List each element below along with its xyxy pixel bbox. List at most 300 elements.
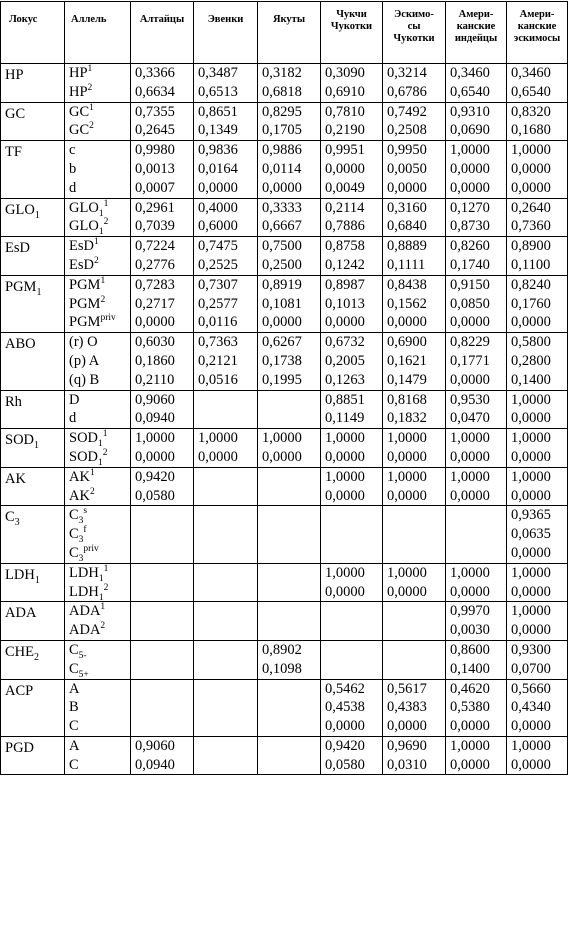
allele-superscript: priv xyxy=(100,313,116,324)
frequency-value xyxy=(135,660,193,679)
allele-name: GC xyxy=(69,122,90,139)
frequency-value xyxy=(198,737,257,756)
table-row xyxy=(1,275,568,332)
frequency-value: 0,1621 xyxy=(387,352,427,369)
frequency-value xyxy=(135,583,193,602)
frequency-value xyxy=(135,602,193,621)
frequency-value: 0,1860 xyxy=(135,352,175,369)
locus-name: ABO xyxy=(5,336,36,353)
value-cell-altaians xyxy=(131,429,194,468)
frequency-value: 1,0000 xyxy=(198,430,238,447)
frequency-value: 0,8900 xyxy=(511,238,551,255)
frequency-value: 0,3460 xyxy=(511,65,551,81)
value-cell-altaians xyxy=(131,390,194,429)
value-cell-yakuts xyxy=(258,237,321,276)
frequency-value: 0,6030 xyxy=(135,334,175,351)
table-row xyxy=(1,563,568,602)
frequency-value: 0,1740 xyxy=(450,256,490,273)
frequency-value: 0,5462 xyxy=(325,680,365,697)
value-cell-american-eskimos xyxy=(507,429,568,468)
allele-name: C xyxy=(69,756,79,773)
value-cell-american-indians xyxy=(446,237,507,276)
frequency-value: 0,0000 xyxy=(387,314,427,331)
allele-subscript: 1 xyxy=(98,457,103,468)
allele-cell xyxy=(65,429,131,468)
allele-cell xyxy=(65,390,131,429)
frequency-value xyxy=(135,564,193,583)
frequency-value xyxy=(198,506,257,525)
frequency-value: 0,2121 xyxy=(198,352,238,369)
allele-superscript: 1 xyxy=(102,429,108,440)
frequency-value xyxy=(198,583,257,602)
value-cell-chukchi xyxy=(321,506,383,563)
frequency-value: 1,0000 xyxy=(262,430,302,447)
frequency-value: 0,0000 xyxy=(511,160,551,177)
frequency-value: 0,5800 xyxy=(511,334,551,351)
allele-line xyxy=(69,506,130,525)
frequency-value: 0,8600 xyxy=(450,641,490,658)
frequency-value: 0,0000 xyxy=(450,314,490,331)
allele-name: ADA xyxy=(69,603,101,620)
value-cell-altaians xyxy=(131,198,194,237)
allele-superscript: 2 xyxy=(100,621,106,632)
frequency-value: 0,0000 xyxy=(135,448,175,465)
value-cell-evenks xyxy=(194,141,258,198)
header-line: индейцы xyxy=(454,33,498,44)
frequency-value: 0,6910 xyxy=(325,83,365,100)
allele-subscript: 1 xyxy=(98,592,104,602)
allele-line xyxy=(69,680,130,699)
frequency-value: 0,0000 xyxy=(325,314,365,331)
allele-subscript: 5- xyxy=(78,650,87,661)
frequency-value xyxy=(262,717,320,736)
frequency-value: 0,0000 xyxy=(325,160,365,177)
value-cell-chukchi xyxy=(321,102,383,141)
allele-cell xyxy=(65,467,131,506)
allele-superscript: f xyxy=(83,525,87,536)
frequency-value: 0,0116 xyxy=(198,314,238,331)
allele-line xyxy=(69,256,130,275)
frequency-value: 0,6786 xyxy=(387,83,427,100)
frequency-value: 0,2525 xyxy=(198,256,238,273)
frequency-value: 0,0000 xyxy=(511,314,551,331)
frequency-value: 0,0580 xyxy=(135,487,175,504)
frequency-value xyxy=(262,468,320,487)
frequency-value: 0,0013 xyxy=(135,160,175,177)
locus-cell xyxy=(1,390,65,429)
locus-cell xyxy=(1,679,65,736)
frequency-value: 0,6513 xyxy=(198,83,238,100)
header-locus xyxy=(1,2,65,64)
value-cell-altaians xyxy=(131,736,194,775)
frequency-value: 0,8987 xyxy=(325,276,365,293)
frequency-value: 0,9980 xyxy=(135,142,175,159)
frequency-value: 0,1738 xyxy=(262,352,302,369)
frequency-value: 1,0000 xyxy=(511,603,551,620)
frequency-value xyxy=(262,391,320,410)
frequency-value: 0,4340 xyxy=(511,699,551,716)
frequency-value: 0,1705 xyxy=(262,122,302,139)
frequency-value: 0,0000 xyxy=(450,448,490,465)
allele-name: c xyxy=(69,142,76,159)
allele-cell xyxy=(65,237,131,276)
locus-cell xyxy=(1,102,65,141)
locus-name: Rh xyxy=(5,393,22,410)
allele-superscript: priv xyxy=(83,544,99,555)
frequency-value: 0,0000 xyxy=(325,448,365,465)
frequency-value: 0,2508 xyxy=(387,122,427,139)
frequency-value: 0,1349 xyxy=(198,122,238,139)
allele-name: GLO xyxy=(69,218,99,235)
value-cell-eskimos-chukotka xyxy=(383,275,446,332)
frequency-value: 0,9970 xyxy=(450,603,490,620)
allele-name: (q) B xyxy=(69,371,100,388)
frequency-value: 0,7492 xyxy=(387,103,427,120)
value-cell-american-eskimos xyxy=(507,390,568,429)
frequency-value xyxy=(325,621,382,640)
locus-subscript: 2 xyxy=(34,651,39,663)
allele-name: PGM xyxy=(69,276,101,293)
frequency-value: 0,0000 xyxy=(511,756,551,773)
frequency-value: 0,0700 xyxy=(511,660,551,677)
allele-line xyxy=(69,544,130,563)
allele-line xyxy=(69,276,130,295)
table-row xyxy=(1,64,568,103)
frequency-value: 0,0000 xyxy=(511,179,551,196)
table-row xyxy=(1,198,568,237)
value-cell-american-indians xyxy=(446,602,507,641)
value-cell-evenks xyxy=(194,563,258,602)
value-cell-altaians xyxy=(131,333,194,390)
value-cell-american-eskimos xyxy=(507,563,568,602)
value-cell-altaians xyxy=(131,640,194,679)
allele-name: ADA xyxy=(69,622,101,639)
allele-superscript: 1 xyxy=(93,237,99,248)
locus-name: CHE xyxy=(5,643,34,660)
value-cell-yakuts xyxy=(258,333,321,390)
allele-line xyxy=(69,525,130,544)
frequency-value xyxy=(135,506,193,525)
frequency-value: 0,0000 xyxy=(511,622,551,639)
frequency-value: 0,0000 xyxy=(450,160,490,177)
allele-cell xyxy=(65,563,131,602)
allele-superscript: 2 xyxy=(89,486,95,497)
frequency-value: 0,3090 xyxy=(325,65,365,81)
frequency-value: 1,0000 xyxy=(325,430,365,447)
frequency-value xyxy=(325,544,382,563)
frequency-value: 0,0050 xyxy=(387,160,427,177)
allele-name: HP xyxy=(69,83,88,100)
frequency-value: 0,2640 xyxy=(511,199,551,216)
frequency-value: 0,7886 xyxy=(325,218,365,235)
frequency-value: 0,0310 xyxy=(387,756,427,773)
allele-line xyxy=(69,756,130,775)
frequency-value: 0,0007 xyxy=(135,179,175,196)
table-row xyxy=(1,102,568,141)
frequency-value: 0,9420 xyxy=(325,737,365,754)
frequency-value: 0,1760 xyxy=(511,295,551,312)
frequency-value: 0,8889 xyxy=(387,238,427,255)
frequency-value xyxy=(262,564,320,583)
frequency-value: 0,0164 xyxy=(198,160,238,177)
allele-name: EsD xyxy=(69,238,94,255)
header-line: Эскимо- xyxy=(394,9,434,20)
frequency-value: 0,0000 xyxy=(511,487,551,504)
locus-name: EsD xyxy=(5,240,30,257)
frequency-value: 0,0000 xyxy=(450,179,490,196)
header-allele xyxy=(65,2,131,64)
allele-name: HP xyxy=(69,65,88,81)
table-row xyxy=(1,679,568,736)
allele-line xyxy=(69,660,130,679)
value-cell-american-indians xyxy=(446,563,507,602)
locus-cell xyxy=(1,506,65,563)
table-row xyxy=(1,506,568,563)
frequency-value xyxy=(198,391,257,410)
locus-name: ACP xyxy=(5,682,34,699)
frequency-value: 0,0000 xyxy=(450,487,490,504)
frequency-value: 1,0000 xyxy=(511,391,551,408)
frequency-value xyxy=(198,660,257,679)
frequency-value: 0,8320 xyxy=(511,103,551,120)
frequency-value xyxy=(450,506,506,525)
table-body xyxy=(1,64,568,775)
frequency-value: 0,2005 xyxy=(325,352,365,369)
table-row xyxy=(1,237,568,276)
frequency-value: 0,8168 xyxy=(387,391,427,408)
allele-line xyxy=(69,179,130,198)
locus-subscript: 1 xyxy=(34,440,40,452)
allele-superscript: 2 xyxy=(89,121,94,132)
allele-line xyxy=(69,468,130,487)
frequency-value: 0,8651 xyxy=(198,103,238,120)
value-cell-eskimos-chukotka xyxy=(383,602,446,641)
header-line: Локус xyxy=(9,14,38,25)
value-cell-evenks xyxy=(194,679,258,736)
frequency-value: 0,1149 xyxy=(325,410,365,427)
frequency-value: 0,0000 xyxy=(325,487,365,504)
allele-line xyxy=(69,352,130,371)
frequency-value: 0,3460 xyxy=(450,65,490,81)
frequency-value: 0,6540 xyxy=(511,83,551,100)
frequency-value: 0,9886 xyxy=(262,142,302,159)
value-cell-american-eskimos xyxy=(507,275,568,332)
value-cell-american-indians xyxy=(446,333,507,390)
value-cell-eskimos-chukotka xyxy=(383,736,446,775)
frequency-value: 0,0635 xyxy=(511,526,551,543)
value-cell-chukchi xyxy=(321,390,383,429)
value-cell-chukchi xyxy=(321,429,383,468)
allele-line xyxy=(69,141,130,160)
frequency-value: 0,1263 xyxy=(325,371,365,388)
locus-name: ADA xyxy=(5,605,37,622)
frequency-value: 0,0000 xyxy=(387,448,427,465)
frequency-value: 0,2800 xyxy=(511,352,551,369)
frequency-value: 0,0000 xyxy=(450,718,490,735)
allele-line xyxy=(69,199,130,218)
value-cell-evenks xyxy=(194,198,258,237)
locus-cell xyxy=(1,198,65,237)
frequency-value xyxy=(262,680,320,699)
frequency-value: 0,6818 xyxy=(262,83,302,100)
value-cell-american-indians xyxy=(446,141,507,198)
frequency-value: 0,0580 xyxy=(325,756,365,773)
frequency-value xyxy=(198,717,257,736)
frequency-value: 1,0000 xyxy=(511,430,551,447)
frequency-value xyxy=(198,641,257,660)
allele-name: EsD xyxy=(69,256,94,273)
frequency-value: 0,7307 xyxy=(198,276,238,293)
allele-line xyxy=(69,103,130,122)
value-cell-chukchi xyxy=(321,198,383,237)
allele-cell xyxy=(65,141,131,198)
frequency-value xyxy=(387,602,445,621)
locus-subscript: 3 xyxy=(14,517,20,529)
header-line: Амери- xyxy=(519,9,555,20)
allele-line xyxy=(69,602,130,621)
frequency-value: 0,1562 xyxy=(387,295,427,312)
header-chukchi xyxy=(321,2,383,64)
allele-line xyxy=(69,391,130,410)
frequency-value: 0,7355 xyxy=(135,103,175,120)
allele-line xyxy=(69,160,130,179)
value-cell-altaians xyxy=(131,141,194,198)
value-cell-eskimos-chukotka xyxy=(383,198,446,237)
frequency-value xyxy=(135,680,193,699)
allele-line xyxy=(69,83,130,102)
frequency-value xyxy=(135,544,193,563)
frequency-value xyxy=(450,544,506,563)
allele-superscript: s xyxy=(83,506,88,517)
frequency-value: 0,9420 xyxy=(135,468,175,485)
frequency-value: 0,0000 xyxy=(387,718,427,735)
value-cell-evenks xyxy=(194,102,258,141)
value-cell-chukchi xyxy=(321,275,383,332)
frequency-value: 0,1098 xyxy=(262,660,302,677)
allele-name: C xyxy=(69,641,79,658)
locus-cell xyxy=(1,429,65,468)
locus-cell xyxy=(1,563,65,602)
frequency-value: 0,0000 xyxy=(387,583,427,600)
value-cell-eskimos-chukotka xyxy=(383,102,446,141)
frequency-value: 0,1100 xyxy=(511,256,551,273)
frequency-value: 0,0000 xyxy=(511,448,551,465)
value-cell-yakuts xyxy=(258,467,321,506)
frequency-value: 0,6000 xyxy=(198,218,238,235)
frequency-value xyxy=(135,621,193,640)
frequency-value xyxy=(198,487,257,506)
frequency-value: 1,0000 xyxy=(325,564,365,581)
allele-line xyxy=(69,448,130,467)
value-cell-chukchi xyxy=(321,333,383,390)
table-row xyxy=(1,390,568,429)
frequency-value xyxy=(325,602,382,621)
allele-name: LDH xyxy=(69,564,99,581)
value-cell-eskimos-chukotka xyxy=(383,237,446,276)
allele-name: LDH xyxy=(69,583,99,600)
value-cell-eskimos-chukotka xyxy=(383,390,446,429)
allele-name: A xyxy=(69,680,80,697)
frequency-value: 0,8730 xyxy=(450,218,490,235)
locus-name: TF xyxy=(5,144,22,161)
frequency-value: 0,7283 xyxy=(135,276,175,293)
frequency-value: 0,1479 xyxy=(387,371,427,388)
frequency-value: 0,8295 xyxy=(262,103,302,120)
frequency-value: 0,2961 xyxy=(135,199,175,216)
frequency-value xyxy=(387,621,445,640)
value-cell-evenks xyxy=(194,390,258,429)
frequency-value: 0,1013 xyxy=(325,295,365,312)
frequency-value xyxy=(262,583,320,602)
frequency-value: 0,3333 xyxy=(262,199,302,216)
frequency-value: 0,2110 xyxy=(135,371,175,388)
frequency-value: 0,5660 xyxy=(511,680,551,697)
frequency-value: 0,0000 xyxy=(511,583,551,600)
header-line: Якуты xyxy=(272,14,306,25)
value-cell-american-eskimos xyxy=(507,237,568,276)
value-cell-american-indians xyxy=(446,429,507,468)
frequency-value: 0,1995 xyxy=(262,371,302,388)
allele-superscript: 1 xyxy=(103,563,109,574)
allele-cell xyxy=(65,64,131,103)
allele-line xyxy=(69,564,130,583)
frequency-value: 0,0000 xyxy=(450,756,490,773)
allele-name: A xyxy=(69,737,80,754)
frequency-value: 0,0000 xyxy=(135,314,175,331)
value-cell-yakuts xyxy=(258,275,321,332)
allele-line xyxy=(69,333,130,352)
allele-cell xyxy=(65,736,131,775)
value-cell-eskimos-chukotka xyxy=(383,429,446,468)
allele-cell xyxy=(65,640,131,679)
allele-name: d xyxy=(69,179,77,196)
frequency-value: 0,9300 xyxy=(511,641,551,658)
frequency-value xyxy=(198,564,257,583)
table-row xyxy=(1,640,568,679)
frequency-value: 0,0049 xyxy=(325,179,365,196)
frequency-value: 0,0114 xyxy=(262,160,302,177)
allele-superscript: 1 xyxy=(100,602,106,613)
frequency-value: 0,6667 xyxy=(262,218,302,235)
frequency-value: 0,1270 xyxy=(450,199,490,216)
frequency-value: 0,1111 xyxy=(387,256,426,273)
value-cell-altaians xyxy=(131,467,194,506)
value-cell-chukchi xyxy=(321,141,383,198)
header-line: эскимосы xyxy=(513,33,561,44)
frequency-value: 0,1400 xyxy=(511,371,551,388)
frequency-value: 0,0030 xyxy=(450,622,490,639)
allele-name: b xyxy=(69,160,77,177)
value-cell-american-indians xyxy=(446,736,507,775)
value-cell-eskimos-chukotka xyxy=(383,640,446,679)
frequency-value: 0,0516 xyxy=(198,371,238,388)
allele-superscript: 2 xyxy=(100,294,106,305)
frequency-value: 0,7810 xyxy=(325,103,365,120)
value-cell-american-indians xyxy=(446,506,507,563)
frequency-value: 0,3366 xyxy=(135,65,175,81)
frequency-value: 0,0000 xyxy=(198,179,238,196)
table-row xyxy=(1,333,568,390)
allele-superscript: 2 xyxy=(102,448,108,459)
frequency-value: 0,0000 xyxy=(511,718,551,735)
locus-name: GLO xyxy=(5,201,35,218)
allele-line xyxy=(69,583,130,602)
allele-subscript: 3 xyxy=(78,535,84,546)
allele-name: AK xyxy=(69,487,90,504)
header-yakuts xyxy=(258,2,321,64)
frequency-value xyxy=(262,544,320,563)
allele-cell xyxy=(65,679,131,736)
